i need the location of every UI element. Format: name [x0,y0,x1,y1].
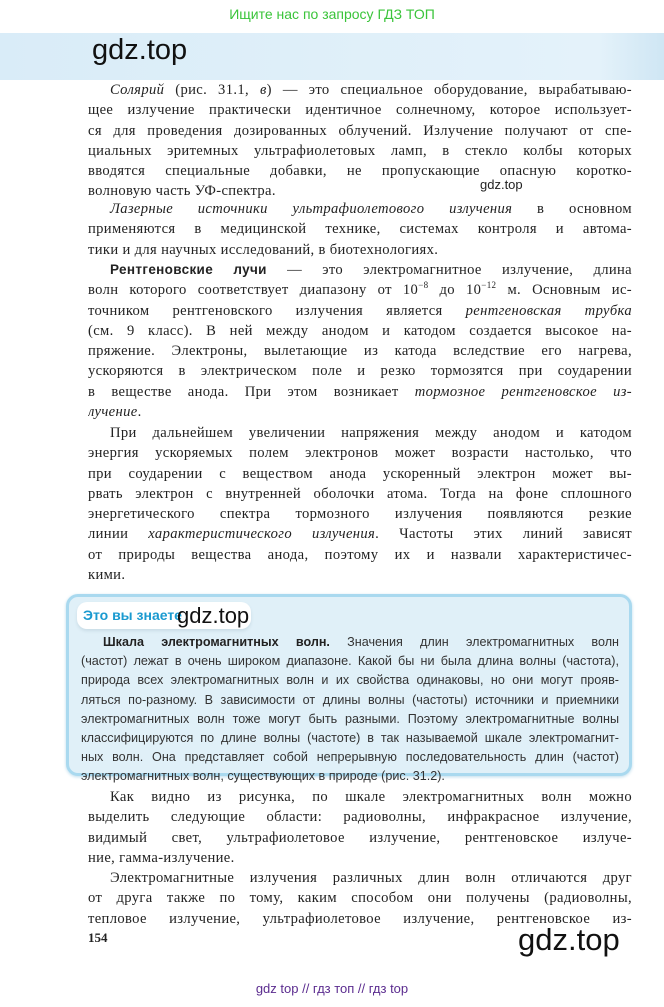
text-line [81,729,619,748]
info-box [66,594,632,784]
text-line [88,464,632,484]
text-segment: . Частоты этих линий зависят [375,526,632,543]
text-segment: природа всех электромагнитных волн и их свойства одинаковы, но они могут прояв- [81,673,619,688]
footer-links: gdz top // гдз топ // гдз top [255,981,409,996]
text-segment: тормозное рентгеновское из- [414,383,632,400]
text-segment: Лазерные источники ультрафиолетового излучения [110,201,513,217]
paragraph-xray [88,260,632,422]
text-segment: кими. [88,567,126,584]
text-segment: Значения длин электромагнитных волн [329,635,619,649]
text-segment: применяются в медицинской технике, системах контроля и автома- [88,221,632,238]
search-banner: Ищите нас по запросу ГДЗ ТОП [229,6,435,22]
text-segment: выделить следующие области: радиоволны, инфракрасное излучение, [88,809,632,826]
text-segment: Электромагнитные излучения различных длин волн отличаются друг [110,870,632,886]
paragraph-solarium [88,80,632,202]
text-line [88,240,632,260]
text-line [81,767,619,786]
text-segment: электромагнитных волн тоже могут быть разными. Поэтому электромагнитные волны [81,711,619,726]
text-segment: (частот) лежат в очень широком диапазоне. Какой бы ни была длина волны (частота), [81,654,619,669]
text-segment: Солярий [110,82,165,98]
text-segment: энергетического спектра тормозного излучения появляются резкие [88,506,632,523]
text-segment: вводятся специальные добавки, не пропускающие опасную коротко- [88,163,632,180]
text-line [88,219,632,239]
text-segment: характеристического излучения [148,526,376,543]
text-segment: ускоряются в электрическом поле и резко тормозятся при соударении [88,363,632,380]
text-segment: пряжение. Электроны, вылетающие из катода вследствие его нагрева, [88,343,632,360]
text-line [81,633,619,652]
text-line [81,748,619,767]
text-segment: ) — это специальное оборудование, вырабатываю- [266,82,632,98]
text-line [88,565,632,585]
watermark: gdz.top [480,177,523,192]
info-box-title: Это вы знаете [77,602,251,629]
text-segment: щее излучение практически идентичное солнечному, которое использует- [88,102,632,119]
paragraph-laser-uv [88,199,632,260]
text-segment: . [137,404,142,421]
paragraph-characteristic [88,423,632,585]
text-line [88,545,632,565]
text-line [88,382,632,402]
text-line [88,888,632,908]
text-segment: Как видно из рисунка, по шкале электромагнитных волн можно [110,789,632,805]
text-segment: рентгеновская трубка [465,302,632,319]
text-segment: тепловое излучение, ультрафиолетовое излучение, рентгеновское из- [88,910,632,927]
text-line [88,848,632,868]
text-line [88,100,632,120]
text-line [88,341,632,361]
text-line [88,443,632,463]
text-segment: −12 [481,280,497,291]
text-segment: в веществе анода. При этом возникает [88,383,415,400]
text-segment: энергия ускоряемых полем электронов может возрасти настолько, что [88,445,632,462]
text-segment: в основном [512,201,632,217]
text-segment: волн которого соответствует диапазону от 10 [88,282,419,299]
text-line [88,301,632,321]
text-line [88,484,632,504]
text-line [81,652,619,671]
watermark: gdz.top [518,922,620,957]
text-segment: м. Основным ис- [496,282,632,299]
text-segment: ние, гамма-излучение. [88,849,235,866]
paragraph-differences [88,868,632,929]
text-line [88,868,632,888]
text-segment: волновую часть УФ-спектра. [88,183,276,200]
text-line [88,423,632,443]
text-line [88,141,632,161]
text-segment: (см. 9 класс). В ней между анодом и катодом создается высокое на- [88,322,632,339]
text-segment: от друга также по тому, каким способом они получены (радиоволны, [88,890,632,907]
text-segment: электромагнитных волн, существующих в природе (рис. 31.2). [81,769,445,784]
paragraph-regions [88,787,632,868]
text-segment: в [259,82,267,98]
text-line [81,691,619,710]
text-segment: ляться по-разному. В зависимости от длины волны (частоты) источники и приемники [81,692,619,707]
site-logo: gdz.top [92,34,188,66]
text-segment: лучение [88,404,138,421]
text-line [88,80,632,100]
text-segment: точником рентгеновского излучения является [88,302,466,319]
text-segment: Рентгеновские лучи [110,262,267,277]
text-line [88,787,632,807]
text-segment: классифицируются по длине волны (частоте) в так называемой шкале электромагнит- [81,730,619,745]
text-line [88,524,632,544]
text-segment: — это электромагнитное излучение, длина [266,262,632,278]
text-line [88,321,632,341]
text-line [81,710,619,729]
text-segment: линии [88,526,149,543]
text-segment: −8 [418,280,429,291]
text-line [88,361,632,381]
text-segment: от природы вещества анода, поэтому их и назвали характеристичес- [88,546,632,563]
text-line [88,121,632,141]
info-box-text [81,633,619,787]
text-segment: ся для проведения дозированных облучений. Излучение получают от спе- [88,122,632,139]
text-line [88,402,632,422]
text-line [88,828,632,848]
text-line [88,807,632,827]
text-segment: рвать электрон с внутренней оболочки атома. Тогда на фоне сплошного [88,485,632,502]
text-segment: При дальнейшем увеличении напряжения между анодом и катодом [110,425,632,441]
text-line [88,199,632,219]
text-line [88,280,632,300]
page-number: 154 [88,930,108,945]
text-segment: ных волн. Она представляет собой непрерывную последовательность длин (частот) [81,750,619,765]
text-segment: видимый свет, ультрафиолетовое излучение, рентгеновское излуче- [88,829,632,846]
watermark: gdz.top [177,603,250,628]
text-segment: циальных эритемных ультрафиолетовых ламп, в стекло колбы которых [88,142,632,159]
text-line [88,504,632,524]
text-line [88,161,632,181]
text-segment: тики и для научных исследований, в биотехнологиях. [88,241,439,258]
text-segment: при соударении с веществом анода ускоренный электрон может вы- [88,465,632,482]
text-line [88,260,632,280]
text-segment: (рис. 31.1, [164,82,260,98]
text-segment: Шкала электромагнитных волн. [103,635,330,649]
text-line [81,671,619,690]
text-segment: до 10 [428,282,482,299]
